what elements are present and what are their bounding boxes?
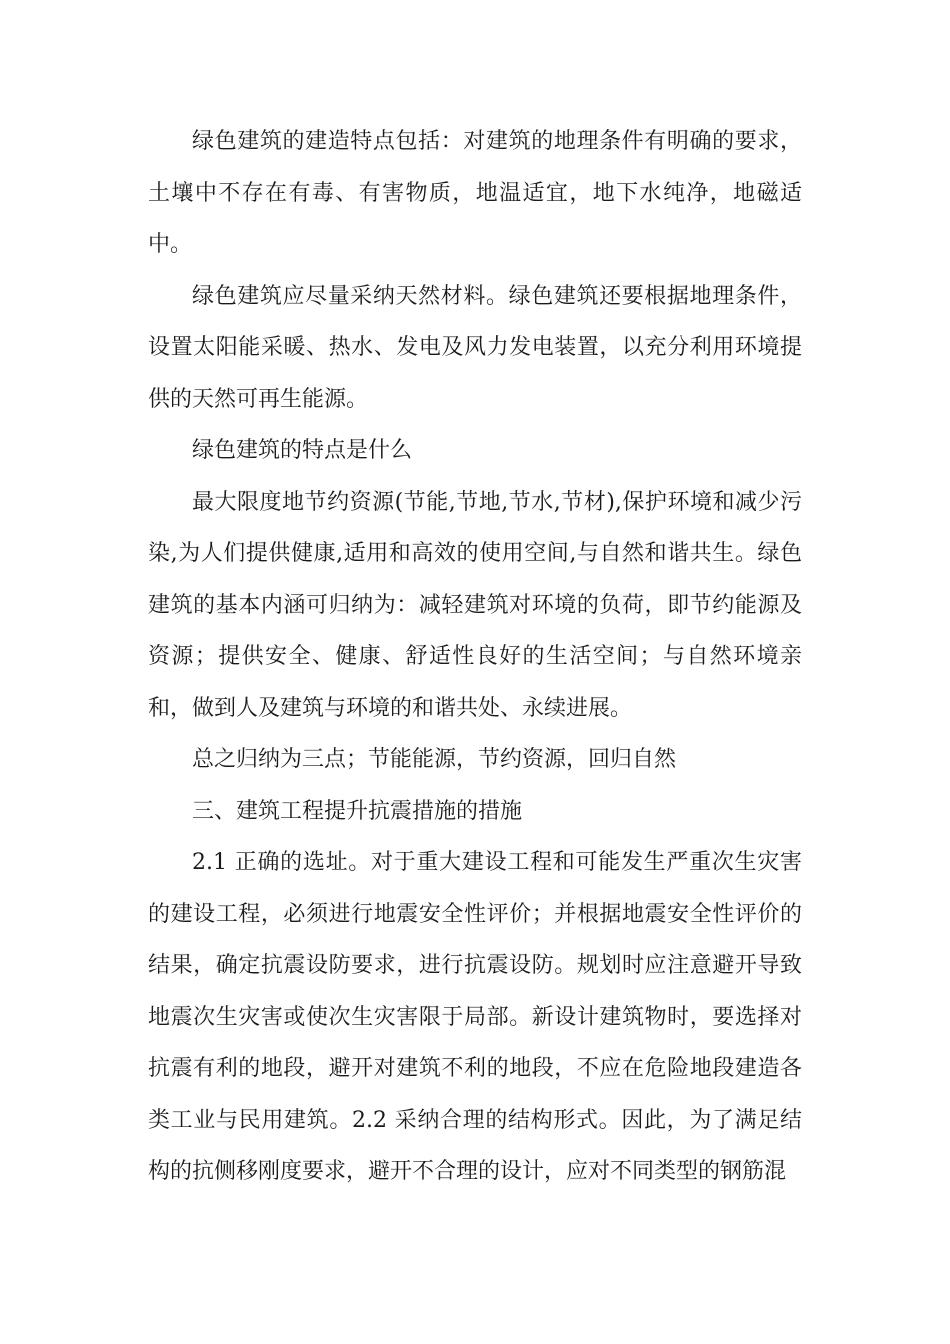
paragraph-heading-features-question: 绿色建筑的特点是什么 [192,438,413,463]
paragraph-green-building-features: 绿色建筑的建造特点包括：对建筑的地理条件有明确的要求，土壤中不存在有毒、有害物质，地温适宜，地下水纯净，地磁适中。 [148,129,802,257]
document-body [148,116,802,1198]
paragraph-site-selection: 2.1 正确的选址。对于重大建设工程和可能发生严重次生灾害的建设工程，必须进行地震安全性评价；并根据地震安全性评价的结果，确定抗震设防要求，进行抗震设防。规划时应注意避开导致地震次生灾害或使次生灾害限于局部。新设计建筑物时，要选择对抗震有利的地段，避开对建筑不利的地段，不应在危险地段建造各类工业与民用建筑。2.2 采纳合理的结构形式。因此，为了满足结构的抗侧移刚度要求，避开不合理的设计，应对不同类型的钢筋混 [148,850,802,1184]
section-heading-seismic-measures: 三、建筑工程提升抗震措施的措施 [192,798,523,824]
paragraph-natural-materials: 绿色建筑应尽量采纳天然材料。绿色建筑还要根据地理条件，设置太阳能采暖、热水、发电及风力发电装置，以充分利用环境提供的天然可再生能源。 [148,283,802,412]
paragraph-resource-saving: 最大限度地节约资源(节能,节地,节水,节材),保护环境和减少污染,为人们提供健康,适用和高效的使用空间,与自然和谐共生。绿色建筑的基本内涵可归纳为：减轻建筑对环境的负荷，即节约能源及资源；提供安全、健康、舒适性良好的生活空间；与自然环境亲和，做到人及建筑与环境的和谐共处、永续进展。 [148,489,802,721]
paragraph-summary-three-points: 总之归纳为三点；节能能源，节约资源，回归自然 [192,747,677,772]
